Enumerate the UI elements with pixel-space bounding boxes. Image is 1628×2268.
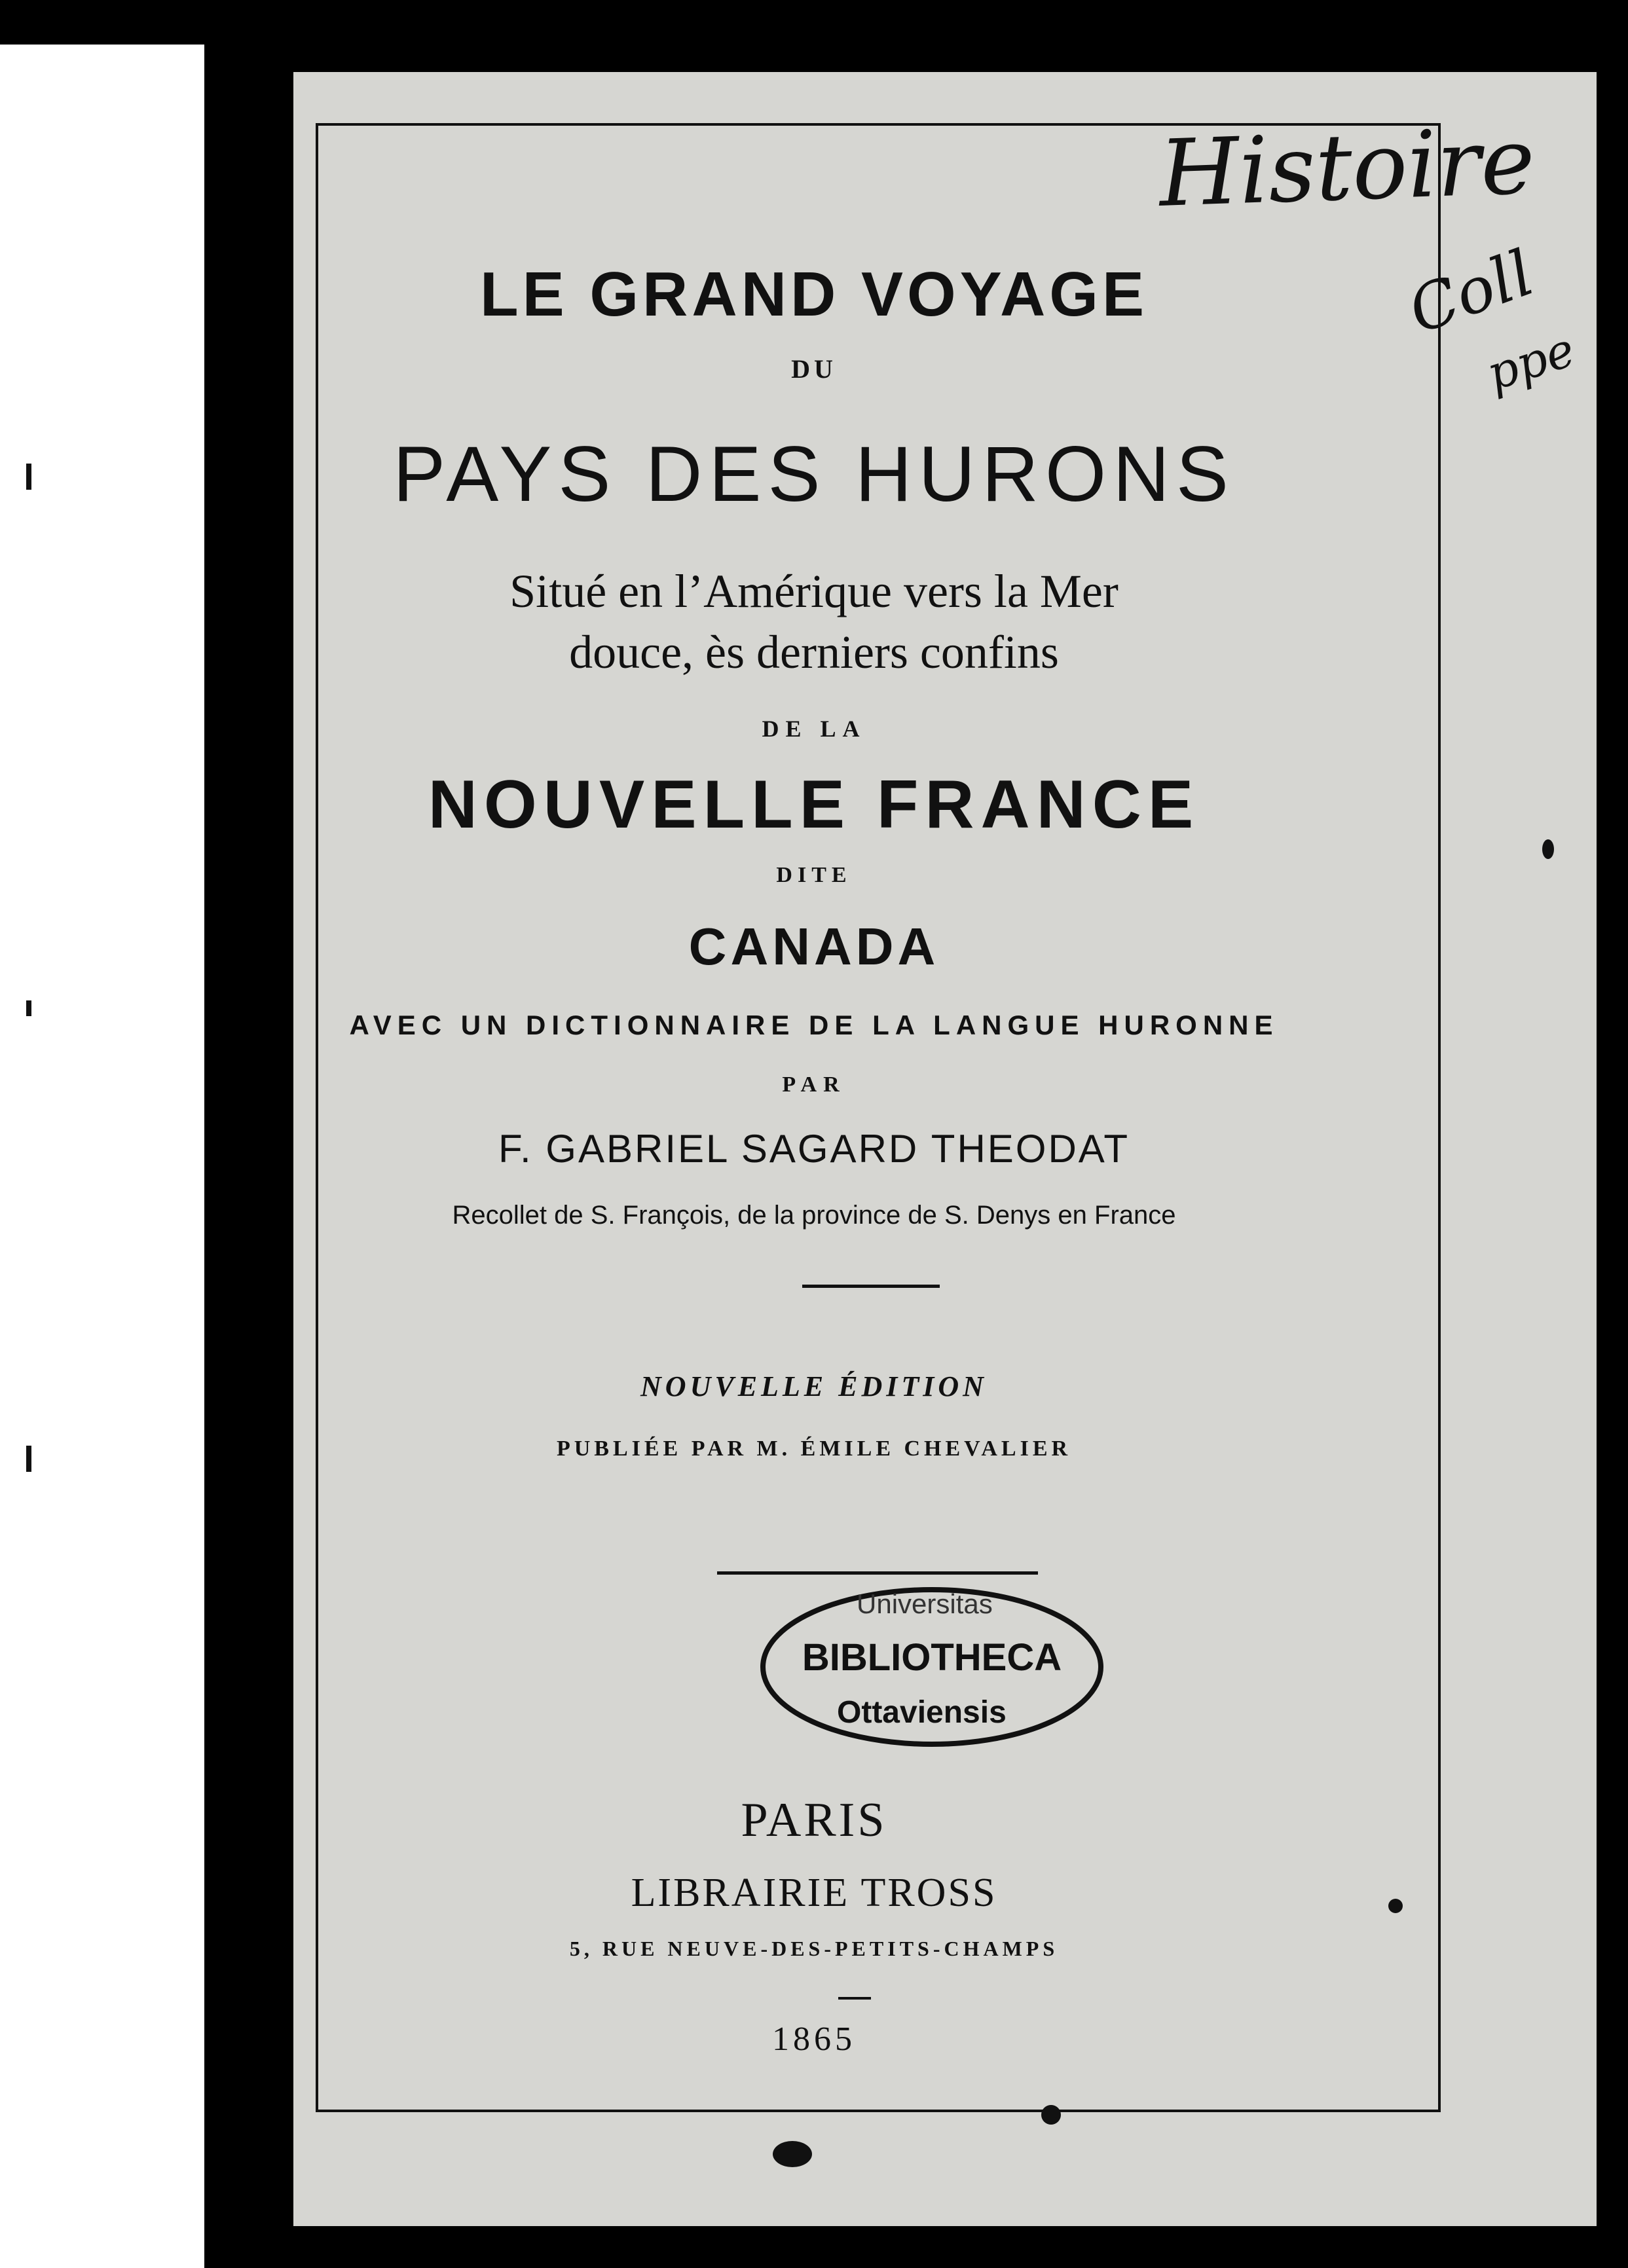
dite-label: DITE bbox=[776, 863, 852, 887]
stamp-rule bbox=[717, 1571, 1038, 1575]
title-line-1: LE GRAND VOYAGE bbox=[480, 259, 1148, 329]
ink-speck bbox=[1388, 1899, 1403, 1913]
dictionary-line: AVEC UN DICTIONNAIRE DE LA LANGUE HURONNE bbox=[349, 1010, 1279, 1040]
publisher-address: 5, RUE NEUVE-DES-PETITS-CHAMPS bbox=[569, 1937, 1059, 1960]
city-label: PARIS bbox=[741, 1793, 887, 1847]
stamp-line-1: Universitas bbox=[857, 1588, 993, 1619]
canada-heading: CANADA bbox=[688, 917, 940, 976]
subtitle-line-2: douce, ès derniers confins bbox=[569, 626, 1059, 678]
subtitle-line-1: Situé en l’Amérique vers la Mer bbox=[509, 565, 1119, 617]
publisher-name: LIBRAIRIE TROSS bbox=[631, 1871, 997, 1915]
handwritten-coll: Coll bbox=[1399, 236, 1543, 348]
author-title: Recollet de S. François, de la province de S. Denys en France bbox=[452, 1201, 1176, 1230]
ink-speck bbox=[1041, 2105, 1061, 2125]
title-line-3: NOUVELLE FRANCE bbox=[428, 767, 1200, 843]
de-la-label: DE LA bbox=[762, 716, 866, 742]
year-rule bbox=[838, 1997, 871, 2000]
edition-label: NOUVELLE ÉDITION bbox=[640, 1370, 988, 1402]
handwritten-ppe: ppe bbox=[1480, 321, 1582, 401]
stamp-line-3: Ottaviensis bbox=[837, 1695, 1007, 1730]
ink-speck bbox=[1542, 839, 1554, 859]
library-stamp bbox=[758, 1584, 1105, 1749]
author-name: F. GABRIEL SAGARD THEODAT bbox=[498, 1127, 1130, 1171]
divider-rule bbox=[802, 1285, 940, 1288]
stamp-line-2: BIBLIOTHECA bbox=[802, 1636, 1062, 1679]
ink-speck bbox=[773, 2141, 812, 2167]
du-label: DU bbox=[791, 354, 837, 384]
publisher-credit: PUBLIÉE PAR M. ÉMILE CHEVALIER bbox=[556, 1436, 1072, 1461]
par-label: PAR bbox=[782, 1072, 846, 1097]
publication-year: 1865 bbox=[772, 2021, 856, 2058]
handwritten-histoire: Histoire bbox=[1157, 108, 1537, 228]
title-line-2: PAYS DES HURONS bbox=[393, 430, 1235, 518]
